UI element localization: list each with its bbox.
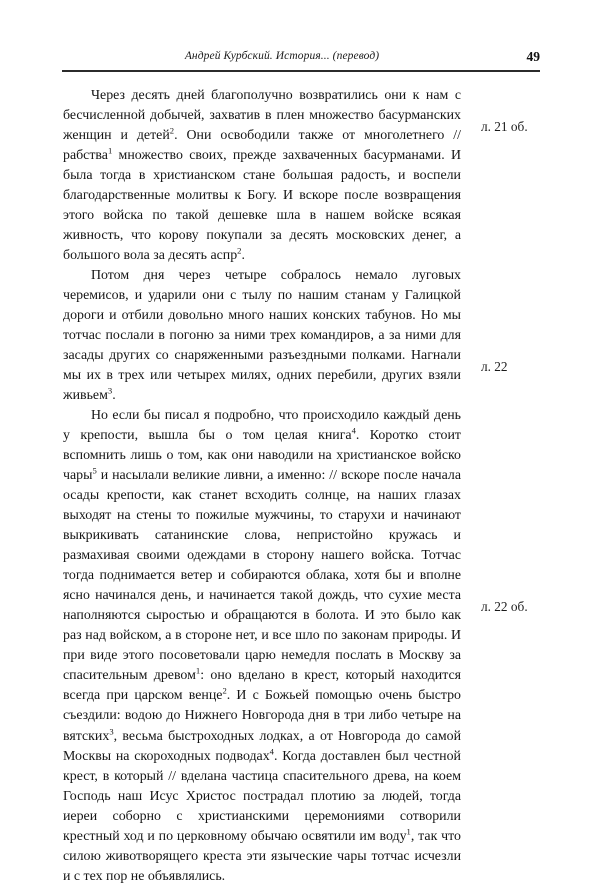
paragraph-1: Через десять дней благополучно возвратились они к нам с бесчисленной добычей, захватив в плен множество басурманских женщин и детей$^2$. Они освободили также от многолетнего // рабства$^1$ множество своих, прежде захваченных басурманами. И была тогда в христианском стане большая радость, и воспели благодарственные молитвы к Богу. И вскоре после возвращения этого войска по такой дешевке шла в нашем войске всякая живность, что корову покупали за десять московских денег, а большого вола за десять аспр$^2$. (63, 88, 462, 264)
margin-note-folio-3: л. 22 об. (481, 599, 528, 614)
running-head-title: Андрей Курбский. История... (перевод) (184, 50, 380, 62)
paragraph-2: Потом дня через четыре собралось немало луговых черемисов, и ударили они с тылу по нашим станам у Галицкой дороги и отбили довольно много наших конских табунов. Но мы тотчас послали в погоню за ними трех командиров, а за ними для засады других со снаряженными разъездными полками. Нагнали мы их в трех или четырех милях, одних перебили, других взяли живьем$^3$. (63, 268, 461, 404)
running-head (62, 50, 540, 66)
body-text-column (63, 86, 461, 887)
page-number: 49 (526, 49, 540, 64)
header-rule (62, 70, 540, 72)
margin-note-folio-2: л. 22 (481, 359, 508, 374)
paragraph-3: Но если бы писал я подробно, что происходило каждый день у крепости, вышла бы о том целая книга$^4$. Коротко стоит вспомнить лишь о том, как они наводили на христианское войско чары$^5$ и насылали великие ливни, а именно: // вскоре после начала осады крепости, как станет всходить солнце, на наших глазах выходят на стены то пожилые мужчины, то старухи и начинают выкрикивать сатанинские слова, непристойно кружась и размахивая своими одеждами в сторону нашего войска. Тотчас тогда поднимается ветер и собираются облака, хотя бы и вполне ясно начинался день, и начинается такой дождь, что сухие места наполняются сыростью и обращаются в болота. И это было как раз над войском, а в стороне нет, и все шло по законам природы. И при виде этого посоветовали царю немедля послать в Москву за спасительным древом$^1$: оно вделано в крест, который находится всегда при царском венце$^2$. И с Божьей помощью очень быстро съездили: водою до Нижнего Новгорода дня в три либо четыре на вятских$^3$, весьма быстроходных лодках, а от Новгорода до самой Москвы на скороходных подводах$^4$. Когда доставлен был честной крест, в который // вделана частица спасительного древа, на коем Господь наш Исус Христос пострадал плотию за людей, тогда иереи соборно с христианскими церемониями сотворили крестный ход и по церковному обычаю освятили им воду$^1$, так что силою животворящего креста эти языческие чары тотчас исчезли и с тех пор не объявлялись. (63, 408, 461, 884)
margin-note-folio-1: л. 21 об. (481, 119, 528, 134)
